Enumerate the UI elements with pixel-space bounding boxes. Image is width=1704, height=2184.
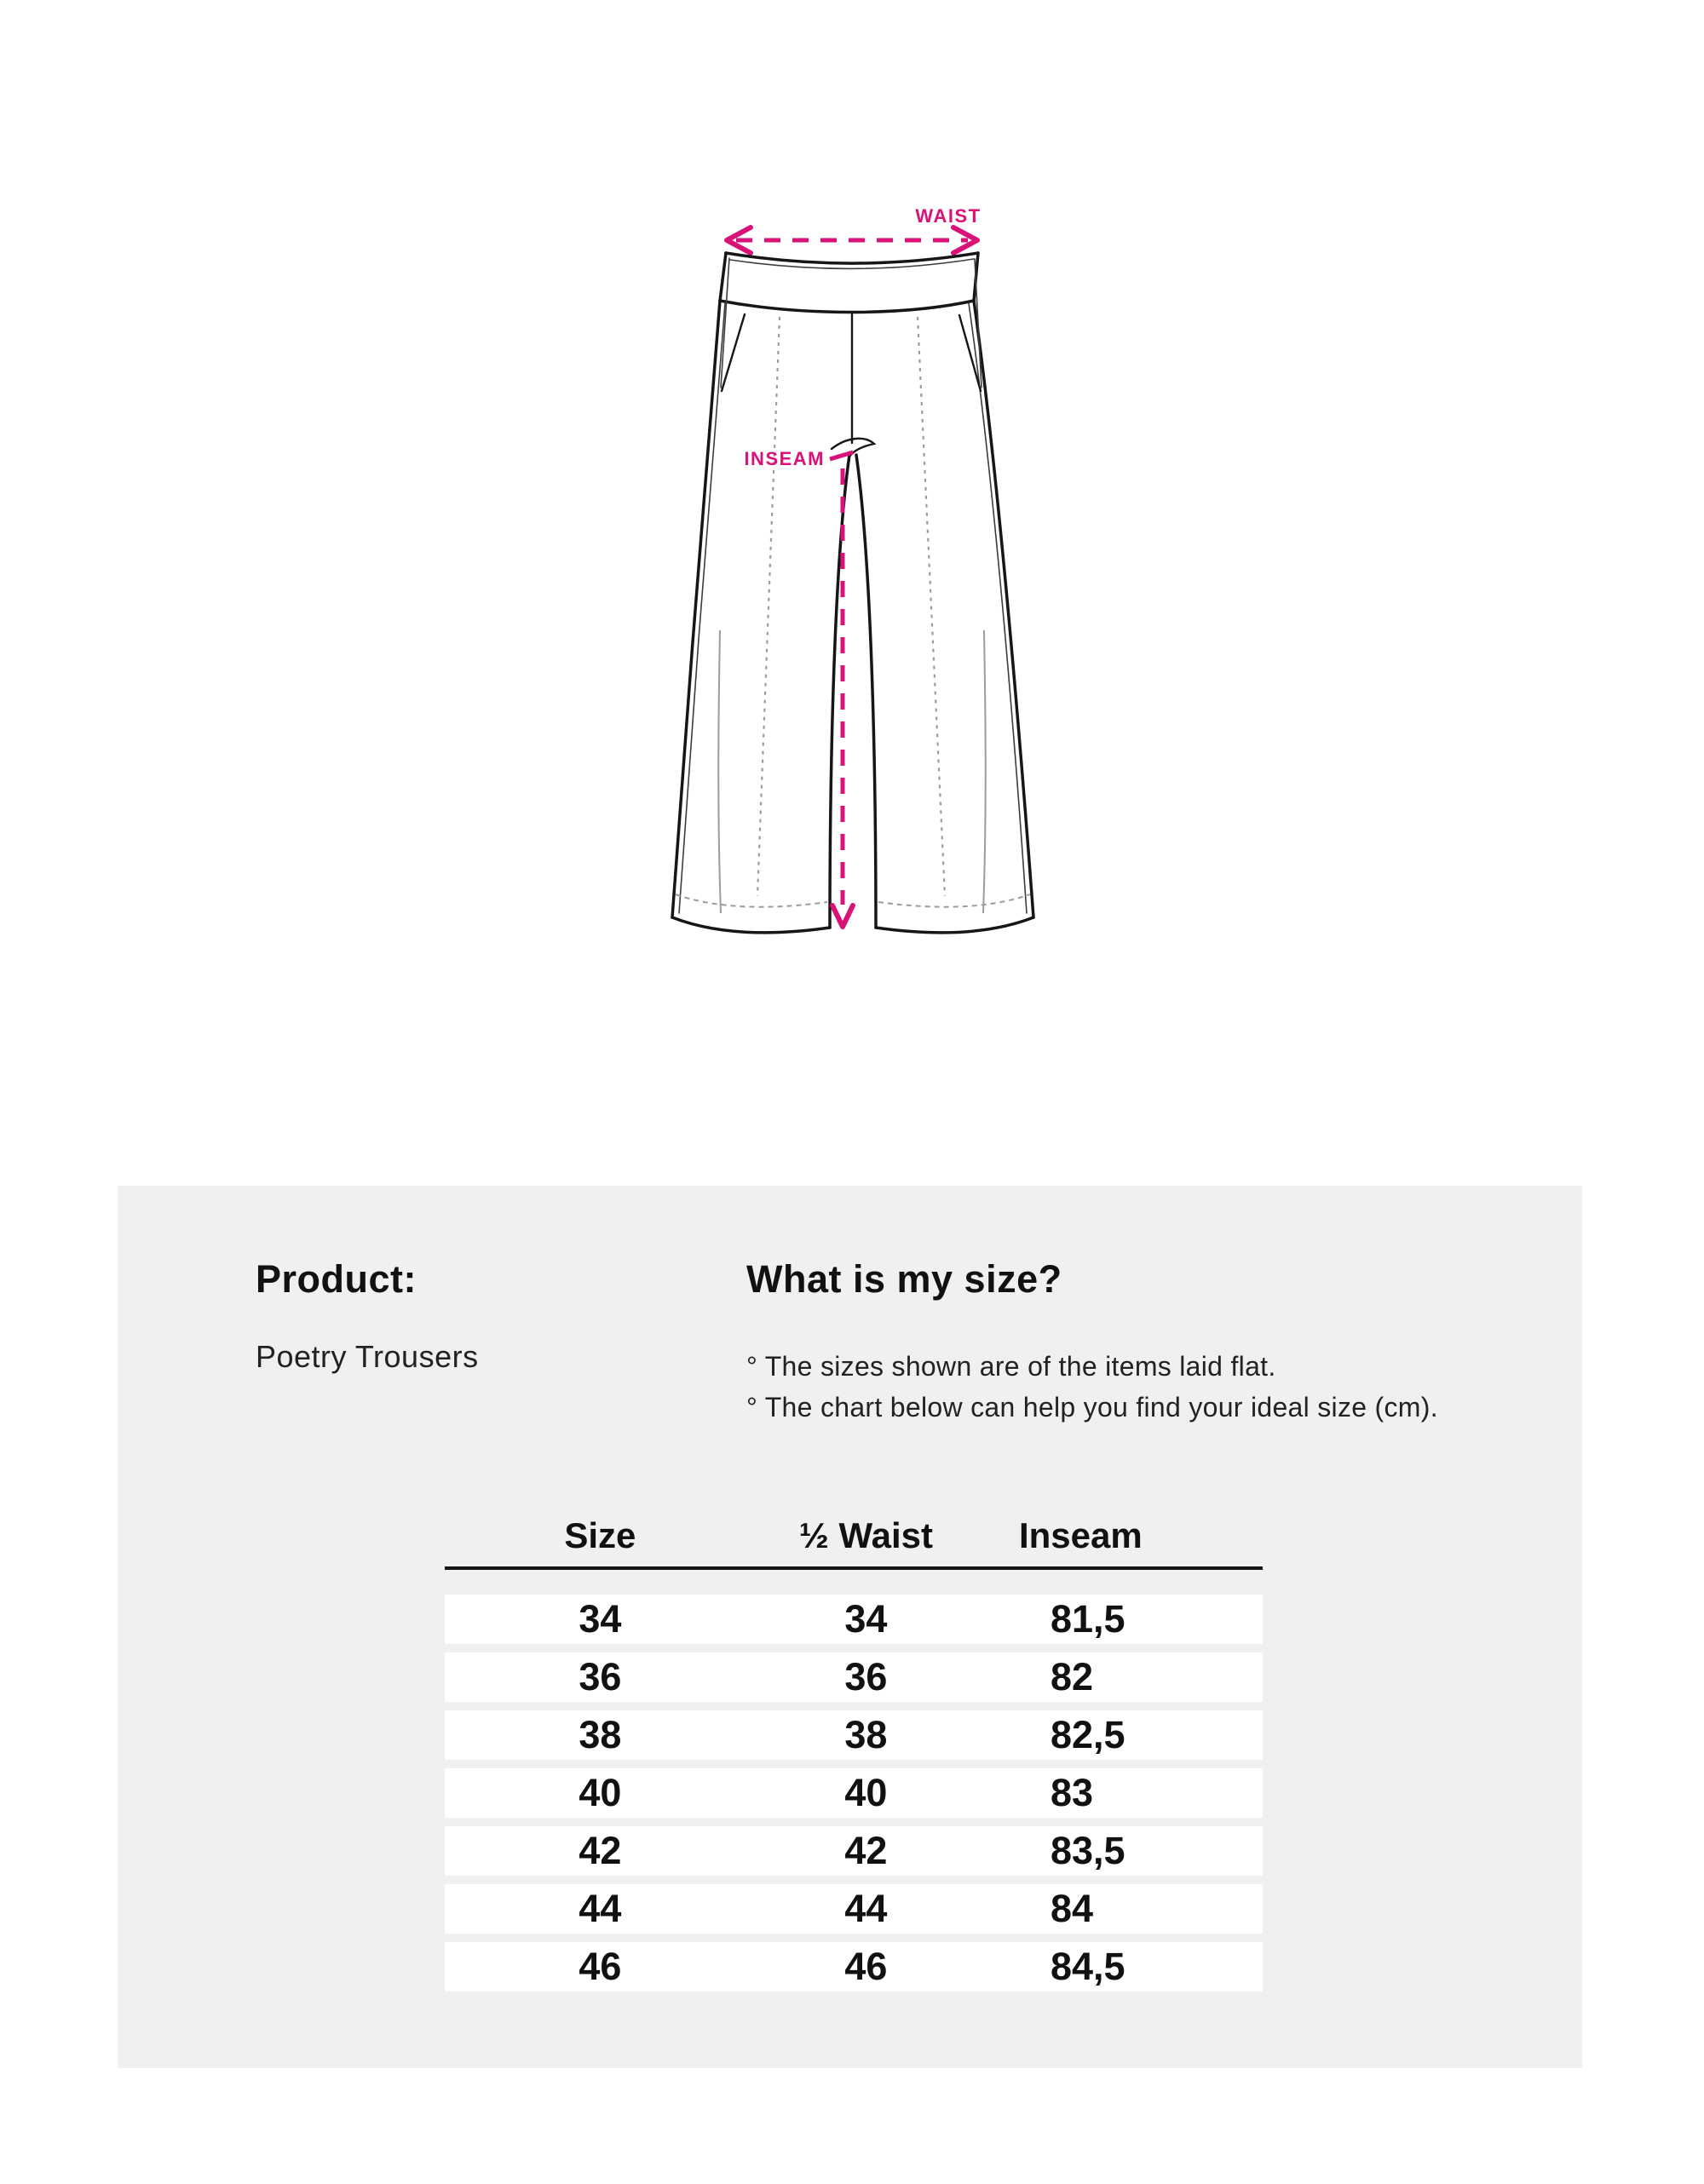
cell-waist: 44 bbox=[844, 1887, 888, 1930]
table-row bbox=[445, 1595, 1263, 1644]
product-name: Poetry Trousers bbox=[256, 1339, 479, 1374]
table-row bbox=[445, 1710, 1263, 1760]
size-guide-panel bbox=[118, 1186, 1582, 2068]
column-header-size: Size bbox=[564, 1515, 636, 1555]
cell-inseam: 81,5 bbox=[1050, 1597, 1125, 1641]
cell-inseam: 83,5 bbox=[1050, 1829, 1125, 1872]
trousers-outline bbox=[672, 253, 1033, 933]
cell-waist: 42 bbox=[844, 1829, 888, 1872]
cell-size: 46 bbox=[579, 1945, 622, 1988]
cell-waist: 40 bbox=[844, 1771, 888, 1814]
size-help-notes bbox=[746, 1346, 1438, 1428]
cell-inseam: 82 bbox=[1050, 1655, 1094, 1698]
table-header-rule bbox=[445, 1566, 1263, 1570]
table-row bbox=[445, 1884, 1263, 1934]
cell-inseam: 83 bbox=[1050, 1771, 1094, 1814]
inseam-label: INSEAM bbox=[744, 448, 825, 469]
cell-inseam: 82,5 bbox=[1050, 1713, 1125, 1756]
inseam-measure-arrow bbox=[744, 448, 853, 927]
cell-size: 36 bbox=[579, 1655, 622, 1698]
table-row bbox=[445, 1826, 1263, 1876]
cell-waist: 36 bbox=[844, 1655, 888, 1698]
cell-size: 40 bbox=[579, 1771, 622, 1814]
product-heading: Product: bbox=[256, 1257, 417, 1301]
cell-waist: 38 bbox=[844, 1713, 888, 1756]
table-row bbox=[445, 1652, 1263, 1702]
cell-size: 38 bbox=[579, 1713, 622, 1756]
cell-waist: 34 bbox=[844, 1597, 888, 1641]
size-table-body bbox=[445, 1595, 1263, 1991]
cell-size: 34 bbox=[579, 1597, 622, 1641]
table-row bbox=[445, 1768, 1263, 1818]
cell-inseam: 84,5 bbox=[1050, 1945, 1125, 1988]
size-table-header-row bbox=[445, 1511, 1263, 1560]
size-table bbox=[445, 1511, 1263, 2000]
cell-inseam: 84 bbox=[1050, 1887, 1094, 1930]
waist-label: WAIST bbox=[915, 205, 982, 227]
column-header-waist: ½ Waist bbox=[798, 1515, 933, 1555]
trousers-technical-drawing bbox=[622, 183, 1091, 958]
size-help-heading: What is my size? bbox=[746, 1257, 1062, 1301]
table-row bbox=[445, 1942, 1263, 1991]
cell-size: 42 bbox=[579, 1829, 622, 1872]
note-line: ° The sizes shown are of the items laid flat. bbox=[746, 1351, 1276, 1382]
note-line: ° The chart below can help you find your ideal size (cm). bbox=[746, 1392, 1438, 1422]
column-header-inseam: Inseam bbox=[1018, 1515, 1143, 1555]
waist-measure-arrow bbox=[727, 205, 982, 253]
arrow-down-icon bbox=[832, 905, 853, 927]
cell-waist: 46 bbox=[844, 1945, 888, 1988]
cell-size: 44 bbox=[579, 1887, 622, 1930]
